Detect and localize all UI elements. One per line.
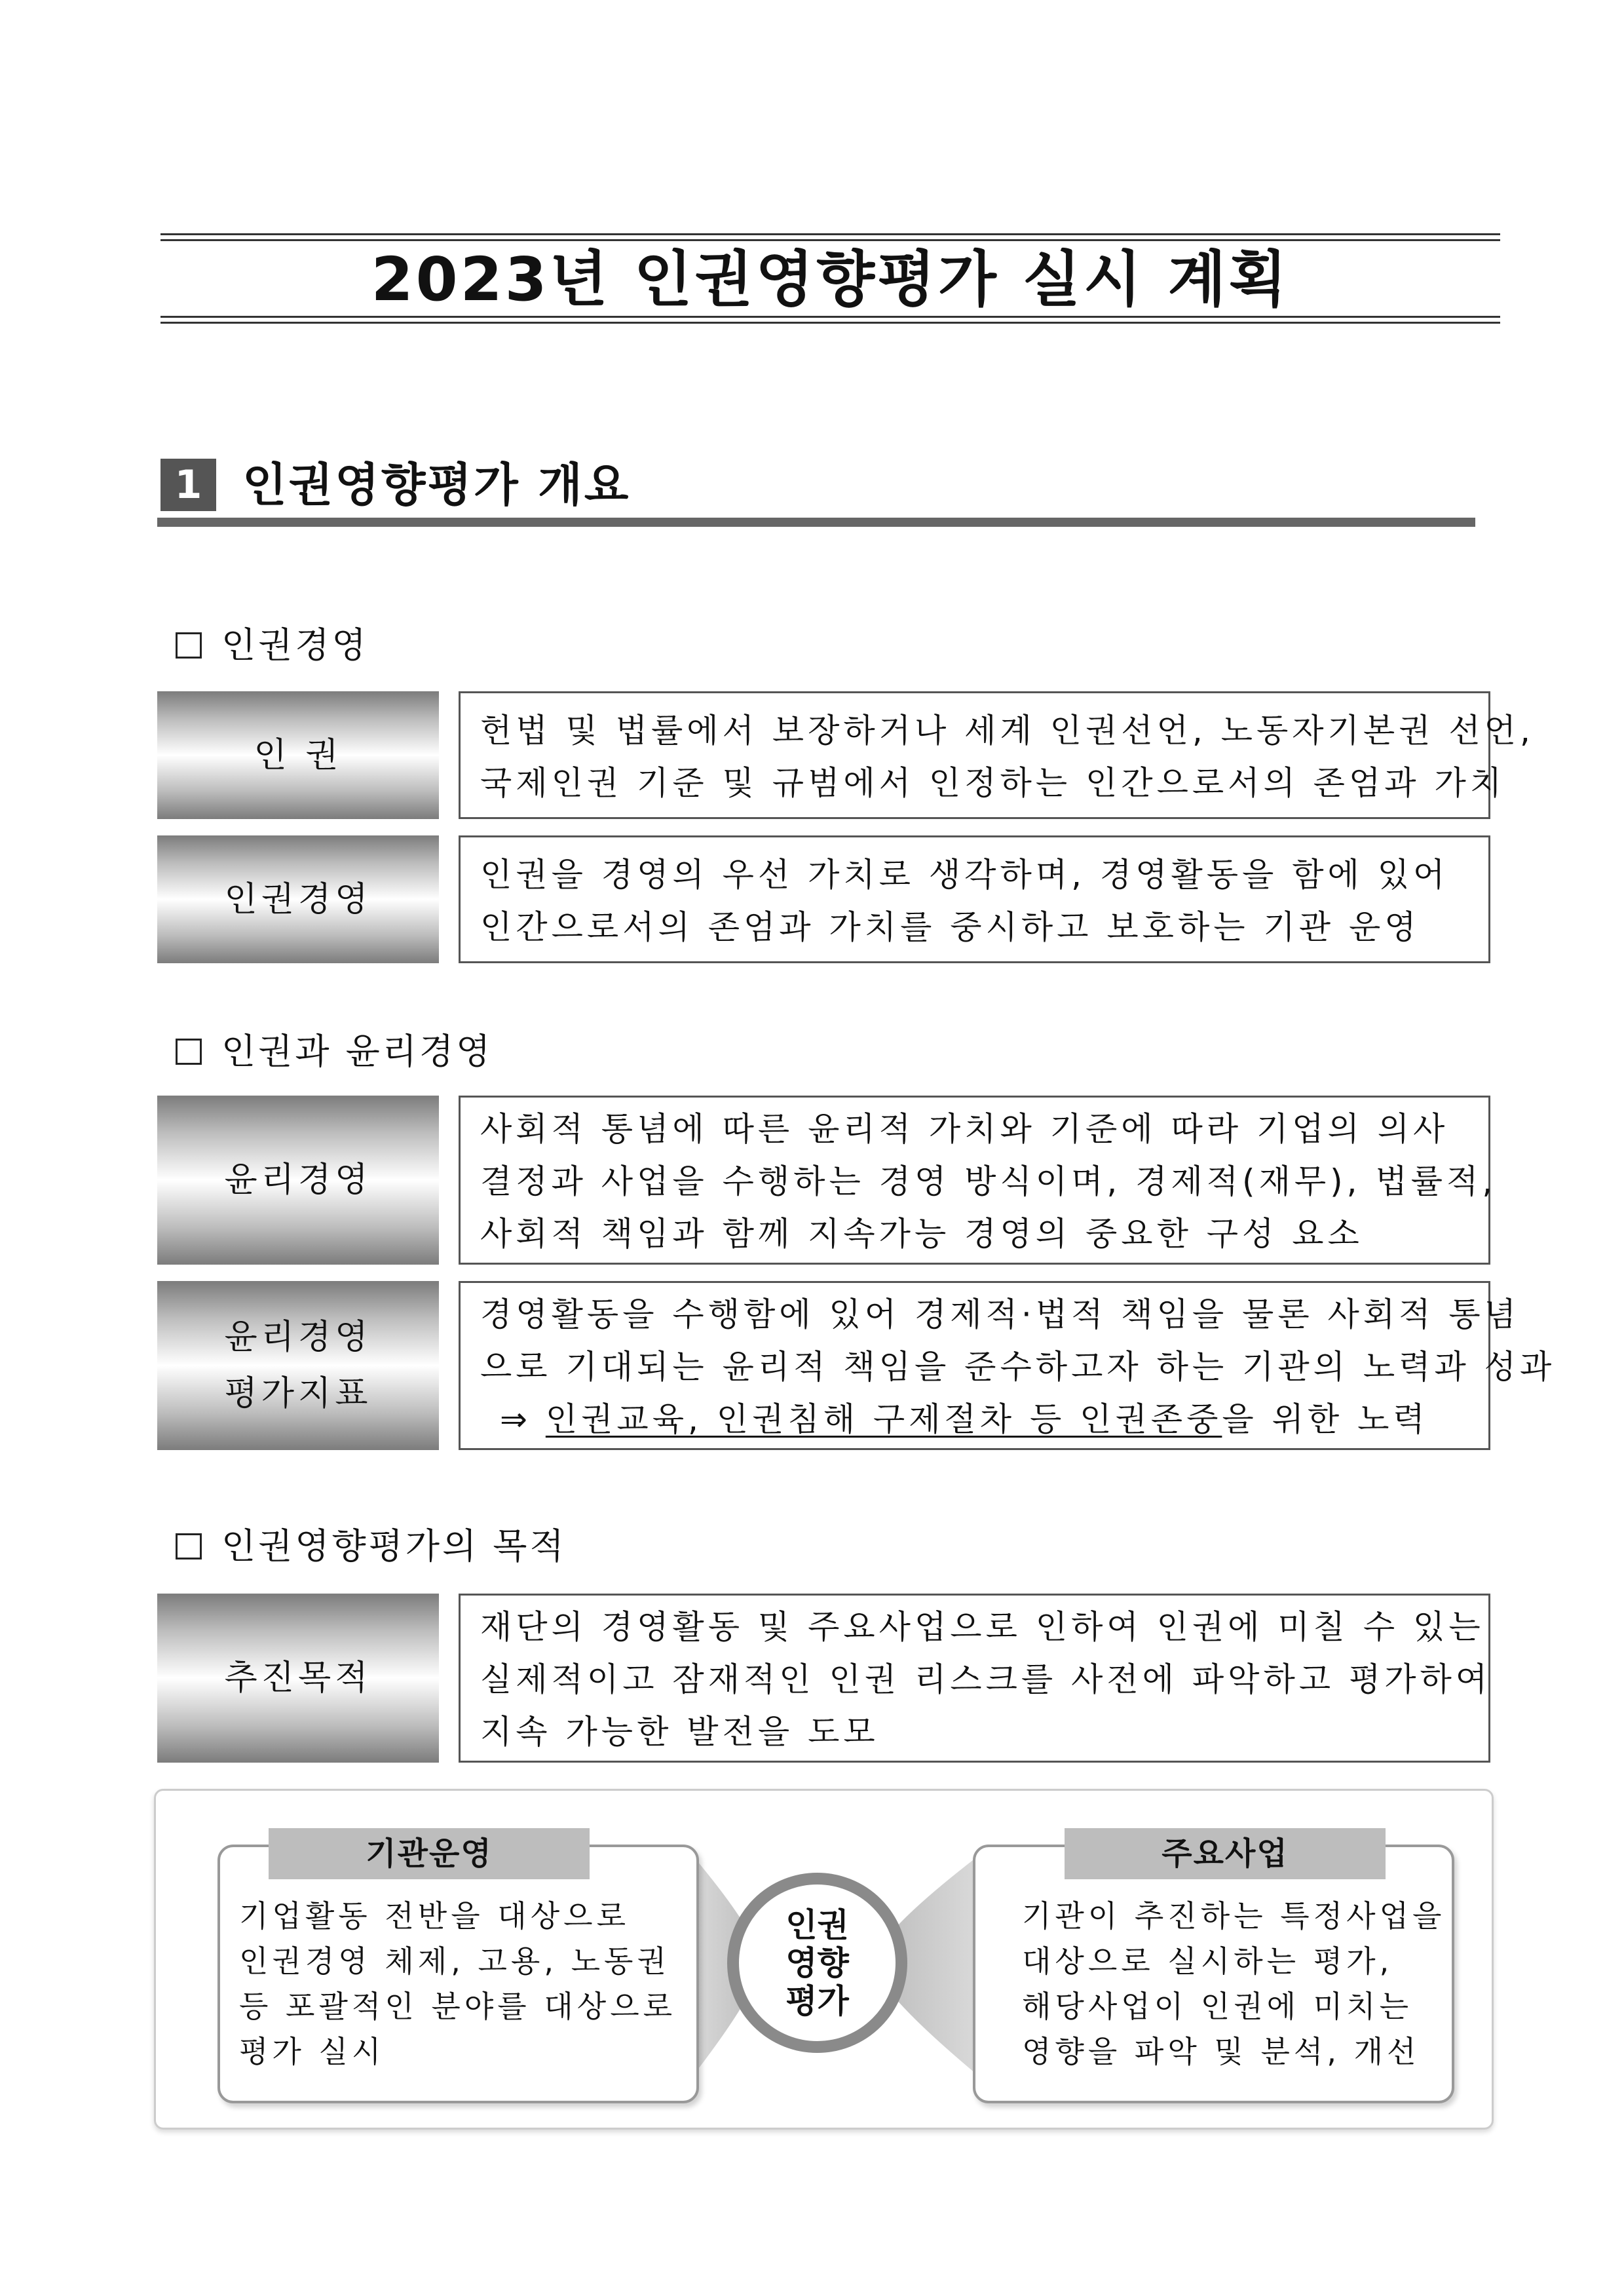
label-text: 인권경영 <box>224 879 372 919</box>
card-line: 평가 실시 <box>239 2034 385 2069</box>
content-line: 으로 기대되는 윤리적 책임을 준수하고자 하는 기관의 노력과 성과 <box>480 1348 1556 1386</box>
content-line: 헌법 및 법률에서 보장하거나 세계 인권선언, 노동자기본권 선언, <box>480 711 1534 750</box>
card-line: 등 포괄적인 분야를 대상으로 <box>239 1989 677 2024</box>
subheading-text: 인권경영 <box>221 624 369 666</box>
card-line: 해당사업이 인권에 미치는 <box>1022 1989 1413 2024</box>
label-text: 평가지표 <box>224 1374 372 1413</box>
content-line: 사회적 통념에 따른 윤리적 가치와 기준에 따라 기업의 의사 <box>480 1110 1449 1148</box>
document-title: 2023년 인권영향평가 실시 계획 <box>371 244 1290 315</box>
card-line: 기관이 추진하는 특정사업을 <box>1022 1898 1446 1934</box>
content-line: 실제적이고 잠재적인 인권 리스크를 사전에 파악하고 평가하여 <box>480 1660 1492 1698</box>
section-title: 인권영향평가 개요 <box>242 458 631 512</box>
content-line: 경영활동을 수행함에 있어 경제적·법적 책임을 물론 사회적 통념 <box>480 1295 1520 1333</box>
content-line: 지속 가능한 발전을 도모 <box>480 1713 879 1751</box>
label-text: 인 권 <box>254 735 343 775</box>
center-text: 영향 <box>785 1943 849 1982</box>
card-body-main-business <box>1022 1894 1454 2075</box>
content-line: 인권을 경영의 우선 가치로 생각하며, 경영활동을 함에 있어 <box>480 855 1449 894</box>
content-line: 국제인권 기준 및 규범에서 인정하는 인간으로서의 존엄과 가치 <box>480 763 1506 802</box>
card-line: 대상으로 실시하는 평가, <box>1022 1943 1393 1979</box>
subheading-text: 인권과 윤리경영 <box>221 1031 493 1072</box>
card-body-institution-operation <box>239 1894 677 2075</box>
center-circle-hria <box>727 1873 907 2053</box>
conclusion-tail: 을 위한 노력 <box>1222 1400 1429 1438</box>
card-title-main-business: 주요사업 <box>1065 1828 1386 1879</box>
content-line: 결정과 사업을 수행하는 경영 방식이며, 경제적(재무), 법률적, <box>480 1162 1497 1200</box>
card-line: 영향을 파악 및 분석, 개선 <box>1022 2034 1420 2069</box>
label-text: 추진목적 <box>224 1658 372 1698</box>
content-line: 재단의 경영활동 및 주요사업으로 인하여 인권에 미칠 수 있는 <box>480 1608 1484 1646</box>
emphasis-text: 인권교육, 인권침해 구제절차 등 인권존중 <box>545 1400 1222 1438</box>
card-title-institution-operation: 기관운영 <box>269 1828 590 1879</box>
label-text: 윤리경영 <box>224 1318 372 1357</box>
content-line: 사회적 책임과 함께 지속가능 경영의 중요한 구성 요소 <box>480 1215 1363 1253</box>
card-line: 인권경영 체제, 고용, 노동권 <box>239 1943 670 1979</box>
center-text: 인권 <box>785 1905 849 1944</box>
arrow-icon: ⇒ <box>500 1400 531 1438</box>
label-text: 윤리경영 <box>224 1160 372 1200</box>
content-line: 인간으로서의 존엄과 가치를 중시하고 보호하는 기관 운영 <box>480 908 1420 946</box>
card-line: 기업활동 전반을 대상으로 <box>239 1898 630 1934</box>
section-number: 1 <box>161 459 216 511</box>
subheading-text: 인권영향평가의 목적 <box>221 1525 567 1567</box>
center-text: 평가 <box>785 1981 849 2020</box>
